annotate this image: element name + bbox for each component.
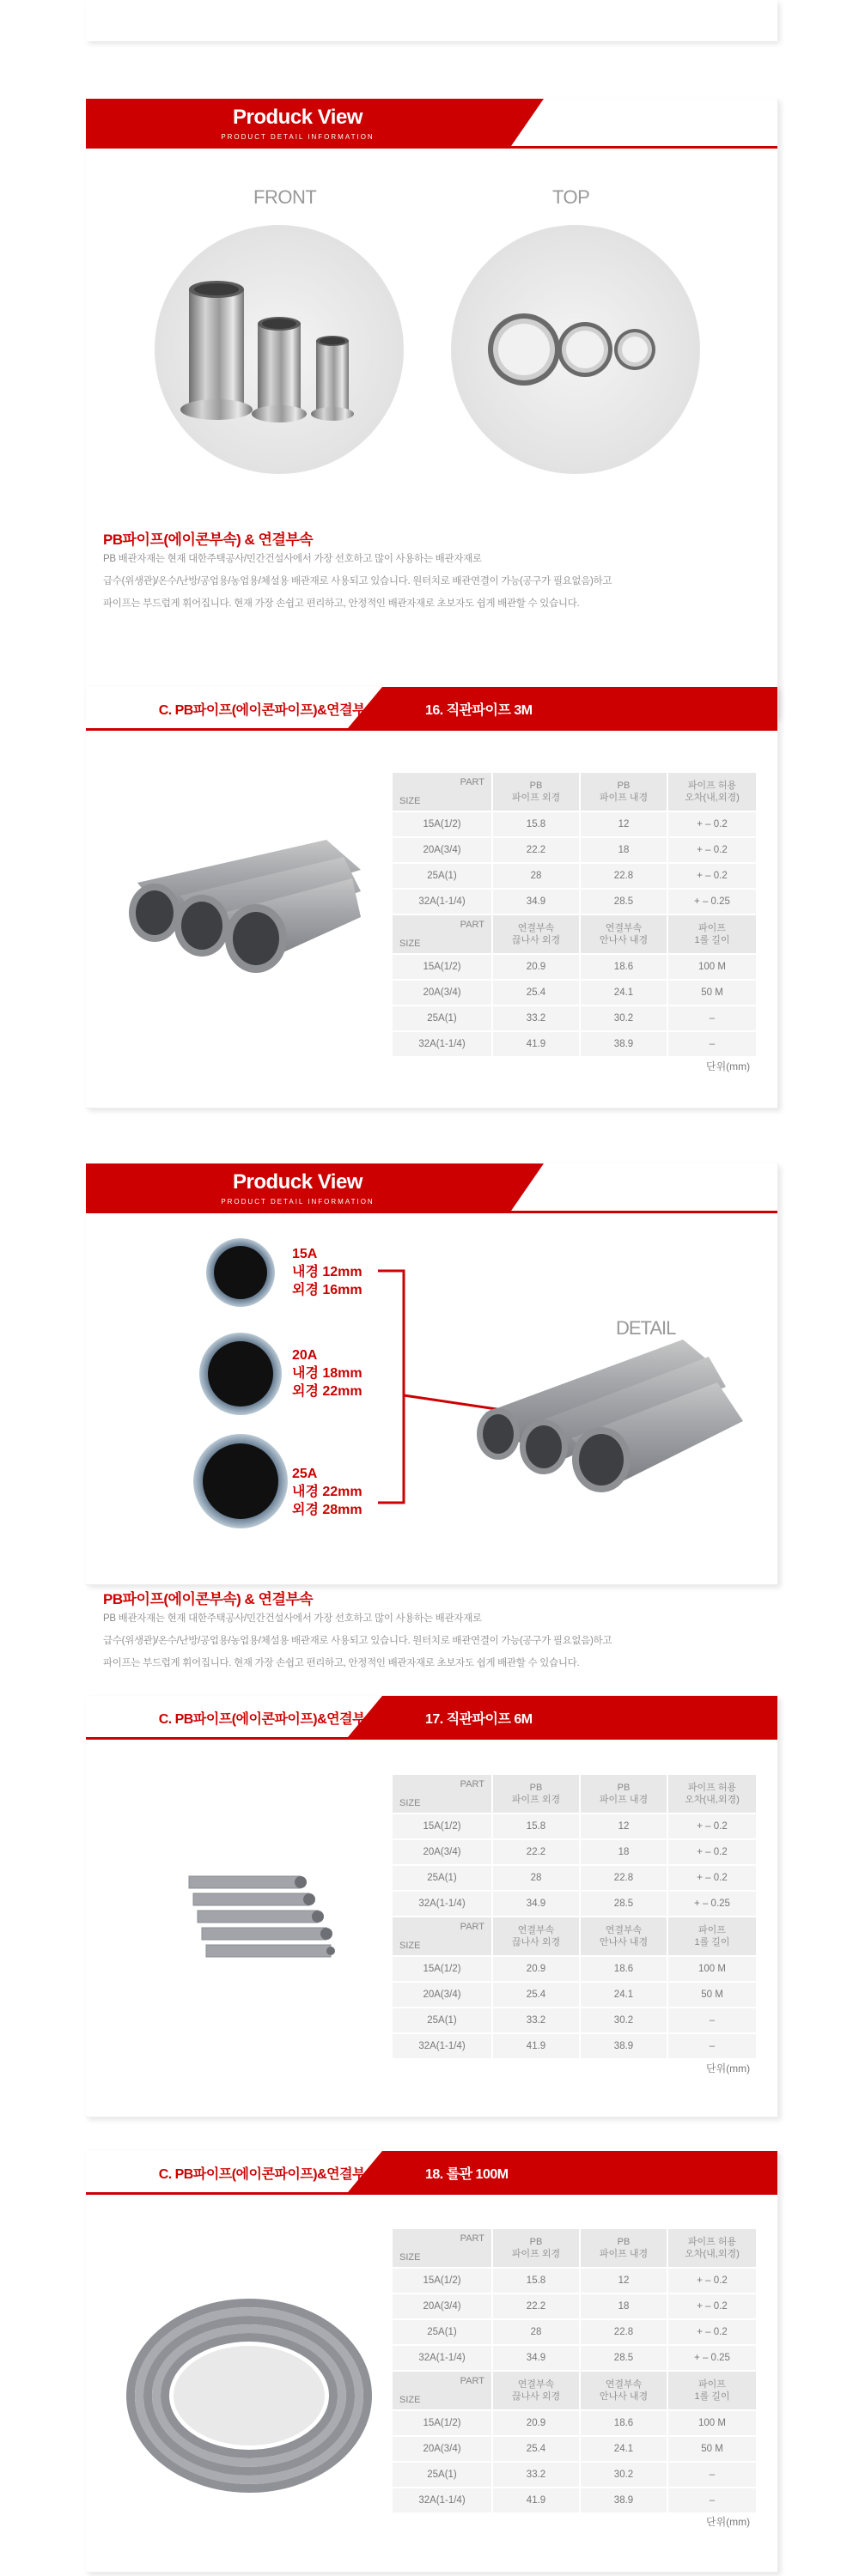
- produck-view-subtitle: PRODUCT DETAIL INFORMATION: [221, 1198, 375, 1206]
- header-underline: [86, 1737, 777, 1740]
- table-row: 25A(1) 28 22.8 + – 0.2: [393, 2320, 756, 2344]
- spec-table-18: PART SIZE PB 파이프 외경 PB 파이프 내경 파이프 허용 오차(내,외경) 15A(1/2) 15.8 12 + – 0.2 20A(3/4) 22.2 18 + – 0.2 25A(1) 28 22.8 + – 0.2 32A(1-1/4) 34.9 28.5 + – 0.25 PART SIZE 연결부속 끊나사 외경 연결부속 안나사 내경 파이프 1롤 길이 15A(1/2) 20.9 18.6 100 M 20A(3/4) 25.4 24.1 50 M 25A(1) 33.2 30.2 – 32A(1-1/4) 41.9 38.9 –: [391, 2227, 758, 2514]
- section-category: C. PB파이프(에이콘파이프)&연결부속: [158, 703, 378, 718]
- spec-table-17: PART SIZE PB 파이프 외경 PB 파이프 내경 파이프 허용 오차(내,외경) 15A(1/2) 15.8 12 + – 0.2 20A(3/4) 22.2 18 + – 0.2 25A(1) 28 22.8 + – 0.2 32A(1-1/4) 34.9 28.5 + – 0.25 PART SIZE 연결부속 끊나사 외경 연결부속 안나사 내경 파이프 1롤 길이 15A(1/2) 20.9 18.6 100 M 20A(3/4) 25.4 24.1 50 M 25A(1) 33.2 30.2 – 32A(1-1/4) 41.9 38.9 –: [391, 1773, 758, 2060]
- top-panel-edge: [86, 0, 777, 41]
- table-row: 32A(1-1/4) 41.9 38.9 –: [393, 2488, 756, 2512]
- top-label: TOP: [552, 186, 590, 208]
- table-row: 32A(1-1/4) 41.9 38.9 –: [393, 1032, 756, 1056]
- description-title: PB파이프(에이콘부속) & 연결부속: [103, 1591, 314, 1607]
- section-title: 17. 직관파이프 6M: [425, 1712, 533, 1727]
- table-row: 32A(1-1/4) 34.9 28.5 + – 0.25: [393, 1892, 756, 1916]
- roll-pipe-100m-image: [125, 2293, 374, 2499]
- header-rule: [86, 146, 777, 149]
- produck-view-header-1: [86, 99, 509, 149]
- table-row: 20A(3/4) 22.2 18 + – 0.2: [393, 838, 756, 862]
- header-underline: [86, 728, 777, 731]
- table-row: 20A(3/4) 25.4 24.1 50 M: [393, 981, 756, 1005]
- table-row: 15A(1/2) 20.9 18.6 100 M: [393, 2411, 756, 2435]
- produck-view-title: Produck View: [233, 106, 362, 129]
- ferrule-front-image: [155, 225, 404, 474]
- front-label: FRONT: [253, 186, 317, 208]
- table-row: 15A(1/2) 20.9 18.6 100 M: [393, 1957, 756, 1981]
- unit-label: 단위(mm): [706, 2063, 751, 2075]
- description-line: 파이프는 부드럽게 휘어집니다. 현재 가장 손쉽고 편리하고, 안정적인 배관자재로 초보자도 쉽게 배관할 수 있습니다.: [103, 1658, 580, 1668]
- produck-view-title: Produck View: [233, 1170, 362, 1194]
- header-underline: [86, 2192, 777, 2195]
- produck-view-subtitle: PRODUCT DETAIL INFORMATION: [221, 133, 375, 141]
- table-row: 25A(1) 28 22.8 + – 0.2: [393, 1866, 756, 1890]
- table-row: 32A(1-1/4) 34.9 28.5 + – 0.25: [393, 2346, 756, 2370]
- table-row: 32A(1-1/4) 41.9 38.9 –: [393, 2034, 756, 2058]
- table-row: 20A(3/4) 22.2 18 + – 0.2: [393, 1840, 756, 1864]
- table-row: 32A(1-1/4) 34.9 28.5 + – 0.25: [393, 890, 756, 914]
- section-17-header: [86, 1696, 777, 1737]
- description-line: 급수(위생관)/온수/난방/공업용/농업용/체설용 배관재로 사용되고 있습니다. 원터치로 배관연결이 가능(공구가 필요없음)하고: [103, 576, 612, 586]
- table-row: 20A(3/4) 25.4 24.1 50 M: [393, 2437, 756, 2461]
- ring-25a-label: 25A 내경 22mm 외경 28mm: [292, 1467, 362, 1517]
- straight-pipe-3m-image: [120, 831, 361, 994]
- table-row: 20A(3/4) 25.4 24.1 50 M: [393, 1983, 756, 2007]
- table-row: 25A(1) 33.2 30.2 –: [393, 1006, 756, 1030]
- section-title: 18. 롤관 100M: [425, 2167, 509, 2182]
- straight-pipe-6m-image: [180, 1863, 335, 1975]
- description-line: 파이프는 부드럽게 휘어집니다. 현재 가장 손쉽고 편리하고, 안정적인 배관자재로 초보자도 쉽게 배관할 수 있습니다.: [103, 598, 580, 609]
- section-category: C. PB파이프(에이콘파이프)&연결부속: [158, 1712, 378, 1727]
- header-rule: [86, 1211, 777, 1213]
- table-row: 15A(1/2) 15.8 12 + – 0.2: [393, 2269, 756, 2293]
- unit-label: 단위(mm): [706, 2516, 751, 2528]
- description-title: PB파이프(에이콘부속) & 연결부속: [103, 532, 314, 548]
- description-line: PB 배관자재는 현재 대한주택공사/민간건설사에서 가장 선호하고 많이 사용하는 배관자재로: [103, 1613, 482, 1624]
- detail-label: DETAIL: [616, 1317, 676, 1339]
- section-category: C. PB파이프(에이콘파이프)&연결부속: [158, 2167, 378, 2182]
- table-row: 15A(1/2) 15.8 12 + – 0.2: [393, 812, 756, 836]
- section-18-header: [86, 2151, 777, 2192]
- ferrule-top-image: [451, 225, 700, 474]
- pipe-detail-image: [460, 1331, 743, 1503]
- produck-view-header-2: [86, 1163, 509, 1213]
- table-row: 20A(3/4) 22.2 18 + – 0.2: [393, 2294, 756, 2318]
- spec-table-16a: PART SIZE PB 파이프 외경 PB 파이프 내경 파이프 허용 오차(내,외경) 15A(1/2) 15.8 12 + – 0.2 20A(3/4) 22.2 18 + – 0.2 25A(1) 28 22.8 + – 0.2 32A(1-1/4) 34.9 28.5 + – 0.25 PART SIZE 연결부속 끊나사 외경 연결부속 안나사 내경 파이프 1롤 길이 15A(1/2) 20.9 18.6 100 M 20A(3/4) 25.4 24.1 50 M 25A(1) 33.2 30.2 – 32A(1-1/4) 41.9 38.9 –: [391, 771, 758, 1058]
- table-row: 25A(1) 33.2 30.2 –: [393, 2008, 756, 2032]
- pipe-rings-image: [189, 1236, 292, 1528]
- description-line: 급수(위생관)/온수/난방/공업용/농업용/체설용 배관재로 사용되고 있습니다. 원터치로 배관연결이 가능(공구가 필요없음)하고: [103, 1636, 612, 1646]
- ring-20a-label: 20A 내경 18mm 외경 22mm: [292, 1348, 362, 1399]
- description-line: PB 배관자재는 현재 대한주택공사/민간건설사에서 가장 선호하고 많이 사용하는 배관자재로: [103, 554, 482, 564]
- table-row: 15A(1/2) 20.9 18.6 100 M: [393, 955, 756, 979]
- table-row: 15A(1/2) 15.8 12 + – 0.2: [393, 1814, 756, 1838]
- ring-15a-label: 15A 내경 12mm 외경 16mm: [292, 1247, 362, 1297]
- unit-label: 단위(mm): [706, 1060, 751, 1072]
- table-row: 25A(1) 33.2 30.2 –: [393, 2463, 756, 2487]
- section-title: 16. 직관파이프 3M: [425, 703, 533, 718]
- section-16-header: [86, 687, 777, 728]
- table-row: 25A(1) 28 22.8 + – 0.2: [393, 864, 756, 888]
